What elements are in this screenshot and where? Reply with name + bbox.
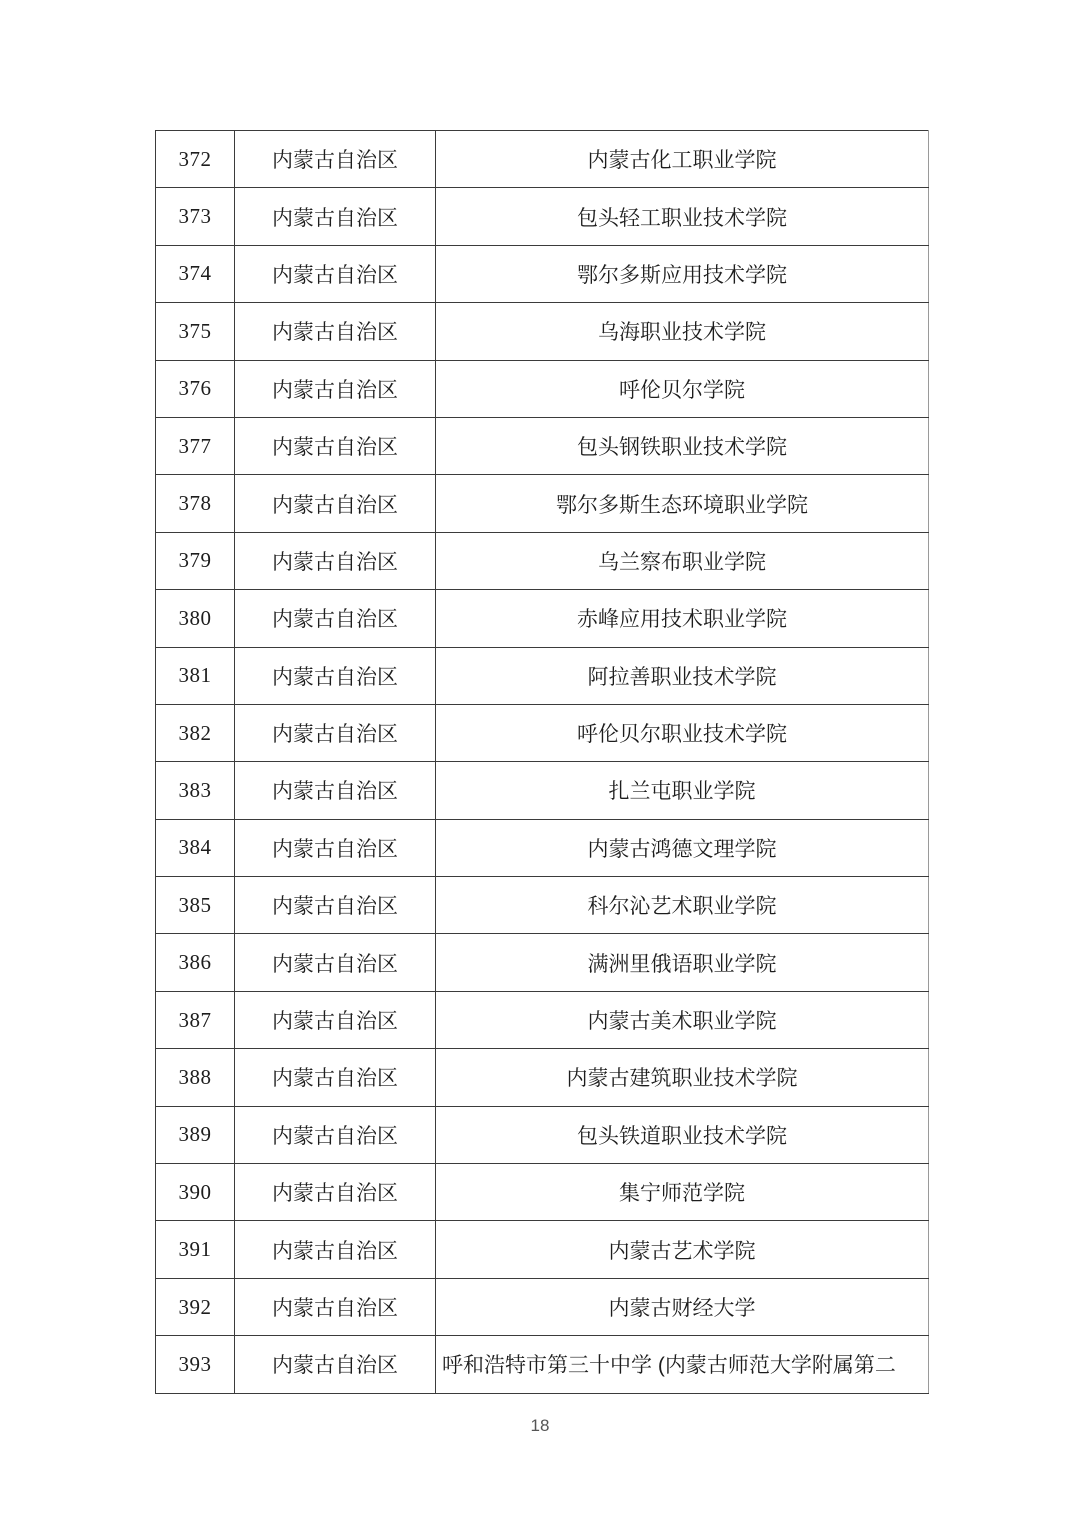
school-cell: 内蒙古建筑职业技术学院 xyxy=(436,1049,929,1106)
region-cell: 内蒙古自治区 xyxy=(235,188,436,245)
school-cell: 内蒙古财经大学 xyxy=(436,1278,929,1335)
table-row xyxy=(156,704,929,761)
table-row xyxy=(156,360,929,417)
school-cell: 赤峰应用技术职业学院 xyxy=(436,590,929,647)
region-cell: 内蒙古自治区 xyxy=(235,475,436,532)
school-cell: 乌兰察布职业学院 xyxy=(436,532,929,589)
school-cell: 内蒙古鸿德文理学院 xyxy=(436,819,929,876)
table-row xyxy=(156,1164,929,1221)
school-cell: 乌海职业技术学院 xyxy=(436,303,929,360)
table-row xyxy=(156,877,929,934)
school-cell: 呼伦贝尔职业技术学院 xyxy=(436,704,929,761)
row-number-cell: 372 xyxy=(156,131,235,188)
school-cell: 包头铁道职业技术学院 xyxy=(436,1106,929,1163)
region-cell: 内蒙古自治区 xyxy=(235,303,436,360)
school-cell: 鄂尔多斯生态环境职业学院 xyxy=(436,475,929,532)
region-cell: 内蒙古自治区 xyxy=(235,762,436,819)
row-number-cell: 389 xyxy=(156,1106,235,1163)
row-number-cell: 377 xyxy=(156,417,235,474)
page-number: 18 xyxy=(530,1416,550,1435)
row-number-cell: 378 xyxy=(156,475,235,532)
row-number-cell: 374 xyxy=(156,245,235,302)
row-number-cell: 382 xyxy=(156,704,235,761)
region-cell: 内蒙古自治区 xyxy=(235,1049,436,1106)
table-row xyxy=(156,303,929,360)
region-cell: 内蒙古自治区 xyxy=(235,590,436,647)
region-cell: 内蒙古自治区 xyxy=(235,1164,436,1221)
table-row xyxy=(156,1336,929,1393)
school-cell: 内蒙古化工职业学院 xyxy=(436,131,929,188)
row-number-cell: 392 xyxy=(156,1278,235,1335)
table-row xyxy=(156,590,929,647)
region-cell: 内蒙古自治区 xyxy=(235,934,436,991)
row-number-cell: 387 xyxy=(156,991,235,1048)
region-cell: 内蒙古自治区 xyxy=(235,991,436,1048)
region-cell: 内蒙古自治区 xyxy=(235,131,436,188)
row-number-cell: 375 xyxy=(156,303,235,360)
table-row xyxy=(156,131,929,188)
table-row xyxy=(156,819,929,876)
school-cell: 内蒙古美术职业学院 xyxy=(436,991,929,1048)
school-cell: 内蒙古艺术学院 xyxy=(436,1221,929,1278)
region-cell: 内蒙古自治区 xyxy=(235,532,436,589)
table-row xyxy=(156,417,929,474)
table-row xyxy=(156,934,929,991)
school-cell: 扎兰屯职业学院 xyxy=(436,762,929,819)
region-cell: 内蒙古自治区 xyxy=(235,704,436,761)
table-row xyxy=(156,1278,929,1335)
table-row xyxy=(156,188,929,245)
school-cell: 集宁师范学院 xyxy=(436,1164,929,1221)
region-cell: 内蒙古自治区 xyxy=(235,360,436,417)
row-number-cell: 379 xyxy=(156,532,235,589)
table-row xyxy=(156,991,929,1048)
school-cell: 呼和浩特市第三十中学 (内蒙古师范大学附属第二 xyxy=(436,1336,929,1393)
row-number-cell: 391 xyxy=(156,1221,235,1278)
region-cell: 内蒙古自治区 xyxy=(235,647,436,704)
row-number-cell: 373 xyxy=(156,188,235,245)
school-cell: 阿拉善职业技术学院 xyxy=(436,647,929,704)
table-row xyxy=(156,762,929,819)
table-row xyxy=(156,1049,929,1106)
row-number-cell: 383 xyxy=(156,762,235,819)
school-cell: 鄂尔多斯应用技术学院 xyxy=(436,245,929,302)
row-number-cell: 376 xyxy=(156,360,235,417)
row-number-cell: 381 xyxy=(156,647,235,704)
table-row xyxy=(156,647,929,704)
school-cell: 包头钢铁职业技术学院 xyxy=(436,417,929,474)
table-row xyxy=(156,245,929,302)
region-cell: 内蒙古自治区 xyxy=(235,1278,436,1335)
school-cell: 呼伦贝尔学院 xyxy=(436,360,929,417)
row-number-cell: 380 xyxy=(156,590,235,647)
row-number-cell: 384 xyxy=(156,819,235,876)
region-cell: 内蒙古自治区 xyxy=(235,417,436,474)
school-cell: 包头轻工职业技术学院 xyxy=(436,188,929,245)
table-row xyxy=(156,1221,929,1278)
row-number-cell: 388 xyxy=(156,1049,235,1106)
table-row xyxy=(156,532,929,589)
row-number-cell: 385 xyxy=(156,877,235,934)
region-cell: 内蒙古自治区 xyxy=(235,1336,436,1393)
row-number-cell: 393 xyxy=(156,1336,235,1393)
school-cell: 科尔沁艺术职业学院 xyxy=(436,877,929,934)
table-row xyxy=(156,1106,929,1163)
region-cell: 内蒙古自治区 xyxy=(235,819,436,876)
region-cell: 内蒙古自治区 xyxy=(235,245,436,302)
institution-table xyxy=(155,130,929,1394)
region-cell: 内蒙古自治区 xyxy=(235,1106,436,1163)
region-cell: 内蒙古自治区 xyxy=(235,1221,436,1278)
school-cell: 满洲里俄语职业学院 xyxy=(436,934,929,991)
region-cell: 内蒙古自治区 xyxy=(235,877,436,934)
table-row xyxy=(156,475,929,532)
row-number-cell: 386 xyxy=(156,934,235,991)
row-number-cell: 390 xyxy=(156,1164,235,1221)
